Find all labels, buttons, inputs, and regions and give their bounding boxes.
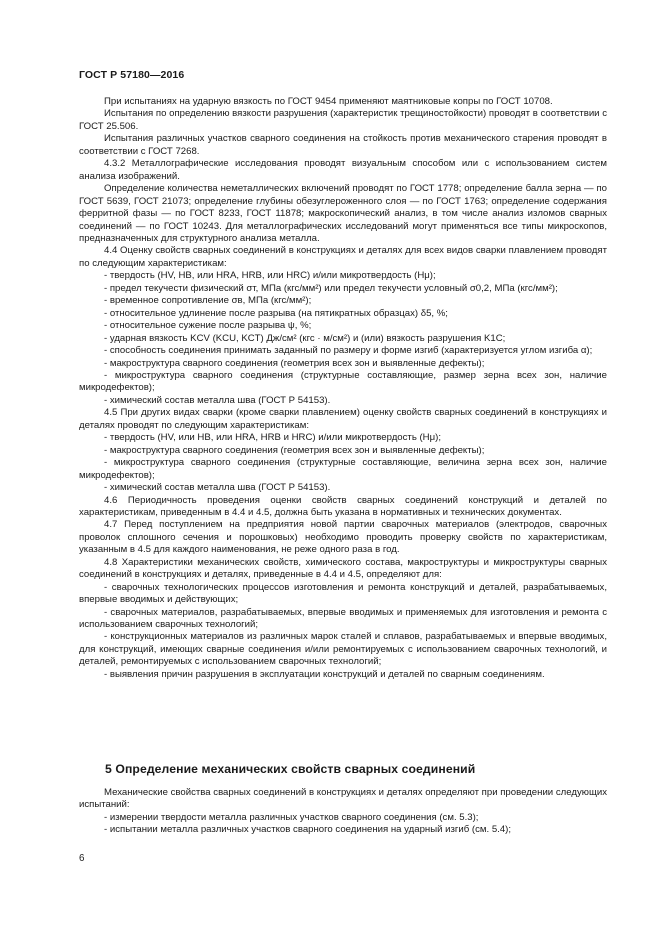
list-item: - химический состав металла шва (ГОСТ Р 54153). <box>104 394 331 406</box>
list-item: - сварочных технологических процессов изготовления и ремонта конструкций и деталей, разрабатываемых, впервые вводимых и действующих; <box>79 581 607 606</box>
section-5-text <box>79 787 607 837</box>
paragraph: Испытания различных участков сварного соединения на стойкость против механического старения проводят в соответствии с ГОСТ 7268. <box>79 133 607 157</box>
paragraph: Испытания по определению вязкости разрушения (характеристик трещиностойкости) проводят в соответствии с ГОСТ 25.506. <box>79 108 607 132</box>
page-header-standard-number: ГОСТ Р 57180—2016 <box>79 69 185 81</box>
paragraph: 4.3.2 Металлографические исследования проводят визуальным способом или с использованием систем анализа изображений. <box>79 158 607 182</box>
paragraph: 4.7 Перед поступлением на предприятия новой партии сварочных материалов (электродов, сварочных проволок сплошного сечения и порошковых) необходимо проводить проверку свойств по характеристикам, указанным в 4.5 для каждого наименования, не реже одного раза в год. <box>79 519 607 556</box>
page-number: 6 <box>79 853 85 864</box>
body-text <box>79 96 607 681</box>
paragraph: Определение количества неметаллических включений проводят по ГОСТ 1778; определение балла зерна — по ГОСТ 5639, ГОСТ 21073; определение глубины обезуглероженного слоя — по ГОСТ 1763; определение содержания ферритной фазы — по ГОСТ 8233, ГОСТ 11878; макроскопический анализ, в том числе анализ изломов сварных соединений — по ГОСТ 10243. Для металлографических исследований могут применяться все типы микроскопов, предназначенных для структурного анализа металла. <box>79 183 607 244</box>
list-item: - твердость (HV, HB, или HRA, HRB, или HRC) и/или микротвердость (Hμ); <box>104 270 436 282</box>
list-item: - способность соединения принимать заданный по размеру и форме изгиб (характеризуется углом изгиба α); <box>104 345 593 357</box>
paragraph: 4.4 Оценку свойств сварных соединений в конструкциях и деталях для всех видов сварки плавлением проводят по следующим характеристикам: <box>79 245 607 269</box>
paragraph: 4.5 При других видах сварки (кроме сварки плавлением) оценку свойств сварных соединений в конструкциях и деталях проводят по следующим характеристикам: <box>79 407 607 431</box>
paragraph: 4.6 Периодичность проведения оценки свойств сварных соединений конструкций и деталей по характеристикам, приведенным в 4.4 и 4.5, должна быть указана в нормативных и технических документах. <box>79 494 607 518</box>
list-item: - химический состав металла шва (ГОСТ Р 54153). <box>104 482 331 494</box>
paragraph: При испытаниях на ударную вязкость по ГОСТ 9454 применяют маятниковые копры по ГОСТ 10708. <box>104 96 553 107</box>
list-item: - относительное удлинение после разрыва (на пятикратных образцах) δ5, %; <box>104 307 448 319</box>
list-item: - твердость (HV, или HB, или HRA, HRB и HRC) и/или микротвердость (Hμ); <box>104 432 442 444</box>
list-item: - макроструктура сварного соединения (геометрия всех зон и выявленные дефекты); <box>104 357 485 369</box>
list-item: - испытании металла различных участков сварного соединения на ударный изгиб (см. 5.4); <box>104 824 512 836</box>
list-item: - выявления причин разрушения в эксплуатации конструкций и деталей по сварным соединениям. <box>104 668 545 680</box>
paragraph: 4.8 Характеристики механических свойств, химического состава, макроструктуры и микроструктуры сварных соединений в конструкциях и деталях, приведенные в 4.4 и 4.5, определяют для: <box>79 556 607 581</box>
list-item: - измерении твердости металла различных участков сварного соединения (см. 5.3); <box>104 811 479 823</box>
list-item: - относительное сужение после разрыва ψ, %; <box>104 320 312 332</box>
section-heading: 5 Определение механических свойств сварных соединений <box>105 762 476 776</box>
paragraph: Механические свойства сварных соединений в конструкциях и деталях определяют при проведении следующих испытаний: <box>79 787 607 811</box>
list-item: - микроструктура сварного соединения (структурные составляющие, размер зерна всех зон, наличие микродефектов); <box>79 369 607 394</box>
list-item: - сварочных материалов, разрабатываемых, впервые вводимых и применяемых для изготовления и ремонта с использованием сварочных технологий; <box>79 606 607 631</box>
list-item: - макроструктура сварного соединения (геометрия всех зон и выявленные дефекты); <box>104 444 485 456</box>
list-item: - ударная вязкость KCV (KCU, KCT) Дж/см² (кгс · м/см²) и (или) вязкость разрушения K1C; <box>104 332 506 344</box>
list-item: - предел текучести физический σт, МПа (кгс/мм²) или предел текучести условный σ0,2, МПа (кгс/мм²); <box>104 282 558 294</box>
list-item: - микроструктура сварного соединения (структурные составляющие, величина зерна всех зон, наличие микродефектов); <box>79 457 607 481</box>
list-item: - временное сопротивление σв, МПа (кгс/мм²); <box>104 295 312 307</box>
list-item: - конструкционных материалов из различных марок сталей и сплавов, разрабатываемых и впервые вводимых, для конструкций, имеющих сварные соединения и/или ремонтируемых с использованием сварочных технологий, и деталей, ремонтируемых с использованием сварочных технологий; <box>79 631 607 668</box>
